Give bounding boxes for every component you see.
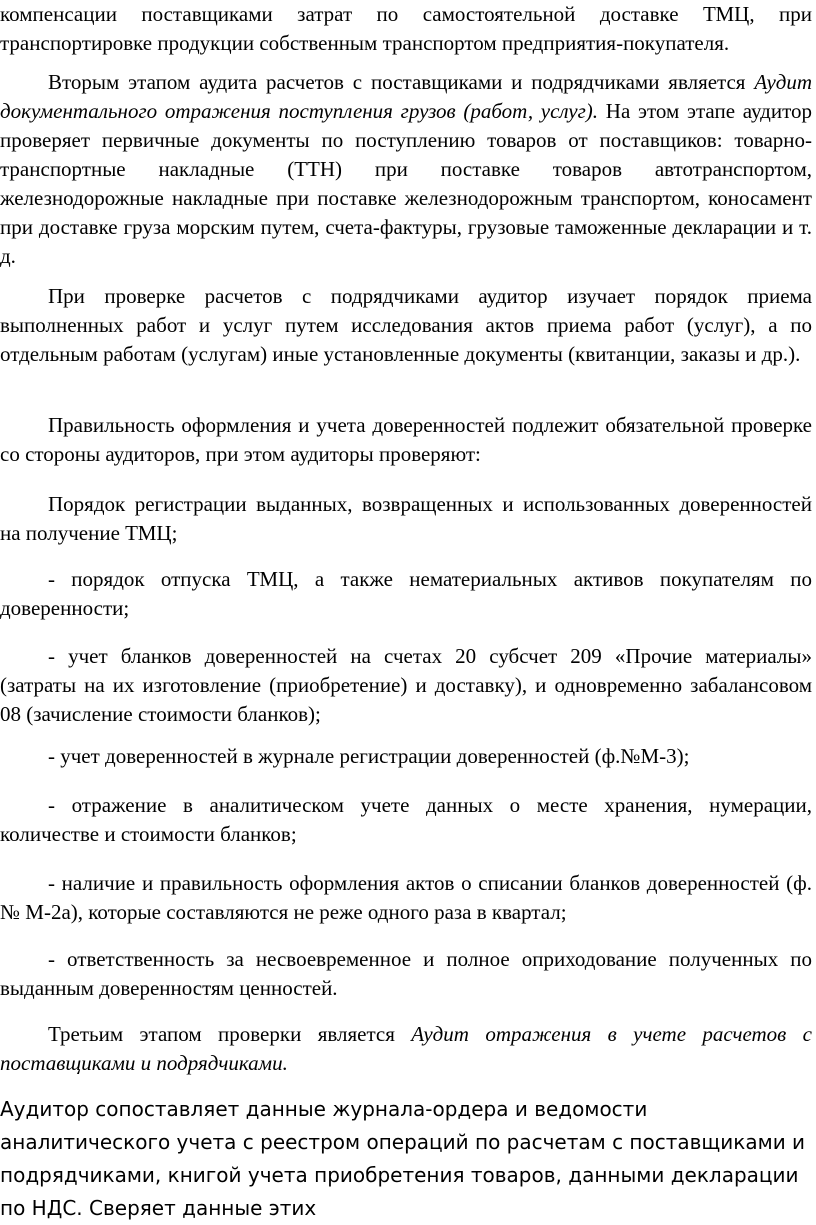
paragraph-second-stage-lead: Вторым этапом аудита расчетов с поставщиками и подрядчиками является bbox=[48, 70, 755, 94]
paragraph-second-stage-italic: Аудит документального отражения поступления грузов (работ, услуг). bbox=[0, 70, 812, 123]
list-item-analytical-accounting: - отражение в аналитическом учете данных о месте хранения, нумерации, количестве и стоимости бланков; bbox=[0, 793, 812, 846]
paragraph-third-stage-lead: Третьим этапом проверки является bbox=[48, 1022, 412, 1046]
list-item-forms-accounting: - учет бланков доверенностей на счетах 20 субсчет 209 «Прочие материалы» (затраты на их изготовление (приобретение) и доставку), и одновременно забалансовом 08 (зачисление стоимости бланков); bbox=[0, 644, 812, 726]
list-item-journal-registration: - учет доверенностей в журнале регистрации доверенностей (ф.№М-3); bbox=[48, 744, 690, 768]
paragraph-second-stage bbox=[0, 68, 812, 271]
list-item-registration-order: Порядок регистрации выданных, возвращенных и использованных доверенностей на получение ТМЦ; bbox=[0, 492, 812, 545]
paragraph-second-stage-rest: На этом этапе аудитор проверяет первичные документы по поступлению товаров от поставщиков: товарно-транспортные накладные (ТТН) при поставке товаров автотранспортом, железнодорожные накладные при поставке железнодорожным транспортом, коносамент при доставке груза морским путем, счета-фактуры, грузовые таможенные декларации и т. д. bbox=[0, 99, 812, 268]
list-item-responsibility: - ответственность за несвоевременное и полное оприходование полученных по выданным доверенностям ценностей. bbox=[0, 947, 812, 1000]
paragraph-third-stage bbox=[0, 1020, 812, 1078]
paragraph-contractors-check: При проверке расчетов с подрядчиками аудитор изучает порядок приема выполненных работ и услуг путем исследования актов приема работ (услуг), а по отдельным работам (услугам) иные установленные документы (квитанции, заказы и др.). bbox=[0, 284, 812, 366]
paragraph-power-of-attorney: Правильность оформления и учета доверенностей подлежит обязательной проверке со стороны аудиторов, при этом аудиторы проверяют: bbox=[0, 413, 812, 466]
list-item-write-off-acts: - наличие и правильность оформления актов о списании бланков доверенностей (ф. № М-2а), которые составляются не реже одного раза в квартал; bbox=[0, 871, 812, 924]
paragraph-continuation: компенсации поставщиками затрат по самостоятельной доставке ТМЦ, при транспортировке продукции собственным транспортом предприятия-покупателя. bbox=[0, 2, 812, 55]
list-item-release-order: - порядок отпуска ТМЦ, а также нематериальных активов покупателям по доверенности; bbox=[0, 567, 812, 620]
paragraph-auditor-compares: Аудитор сопоставляет данные журнала-ордера и ведомости аналитического учета с реестром операций по расчетам с поставщиками и подрядчиками, книгой учета приобретения товаров, данными декларации по НДС. Сверяет данные этих bbox=[0, 1097, 806, 1220]
paragraph-third-stage-italic: Аудит отражения в учете расчетов с поставщиками и подрядчиками. bbox=[0, 1022, 812, 1075]
